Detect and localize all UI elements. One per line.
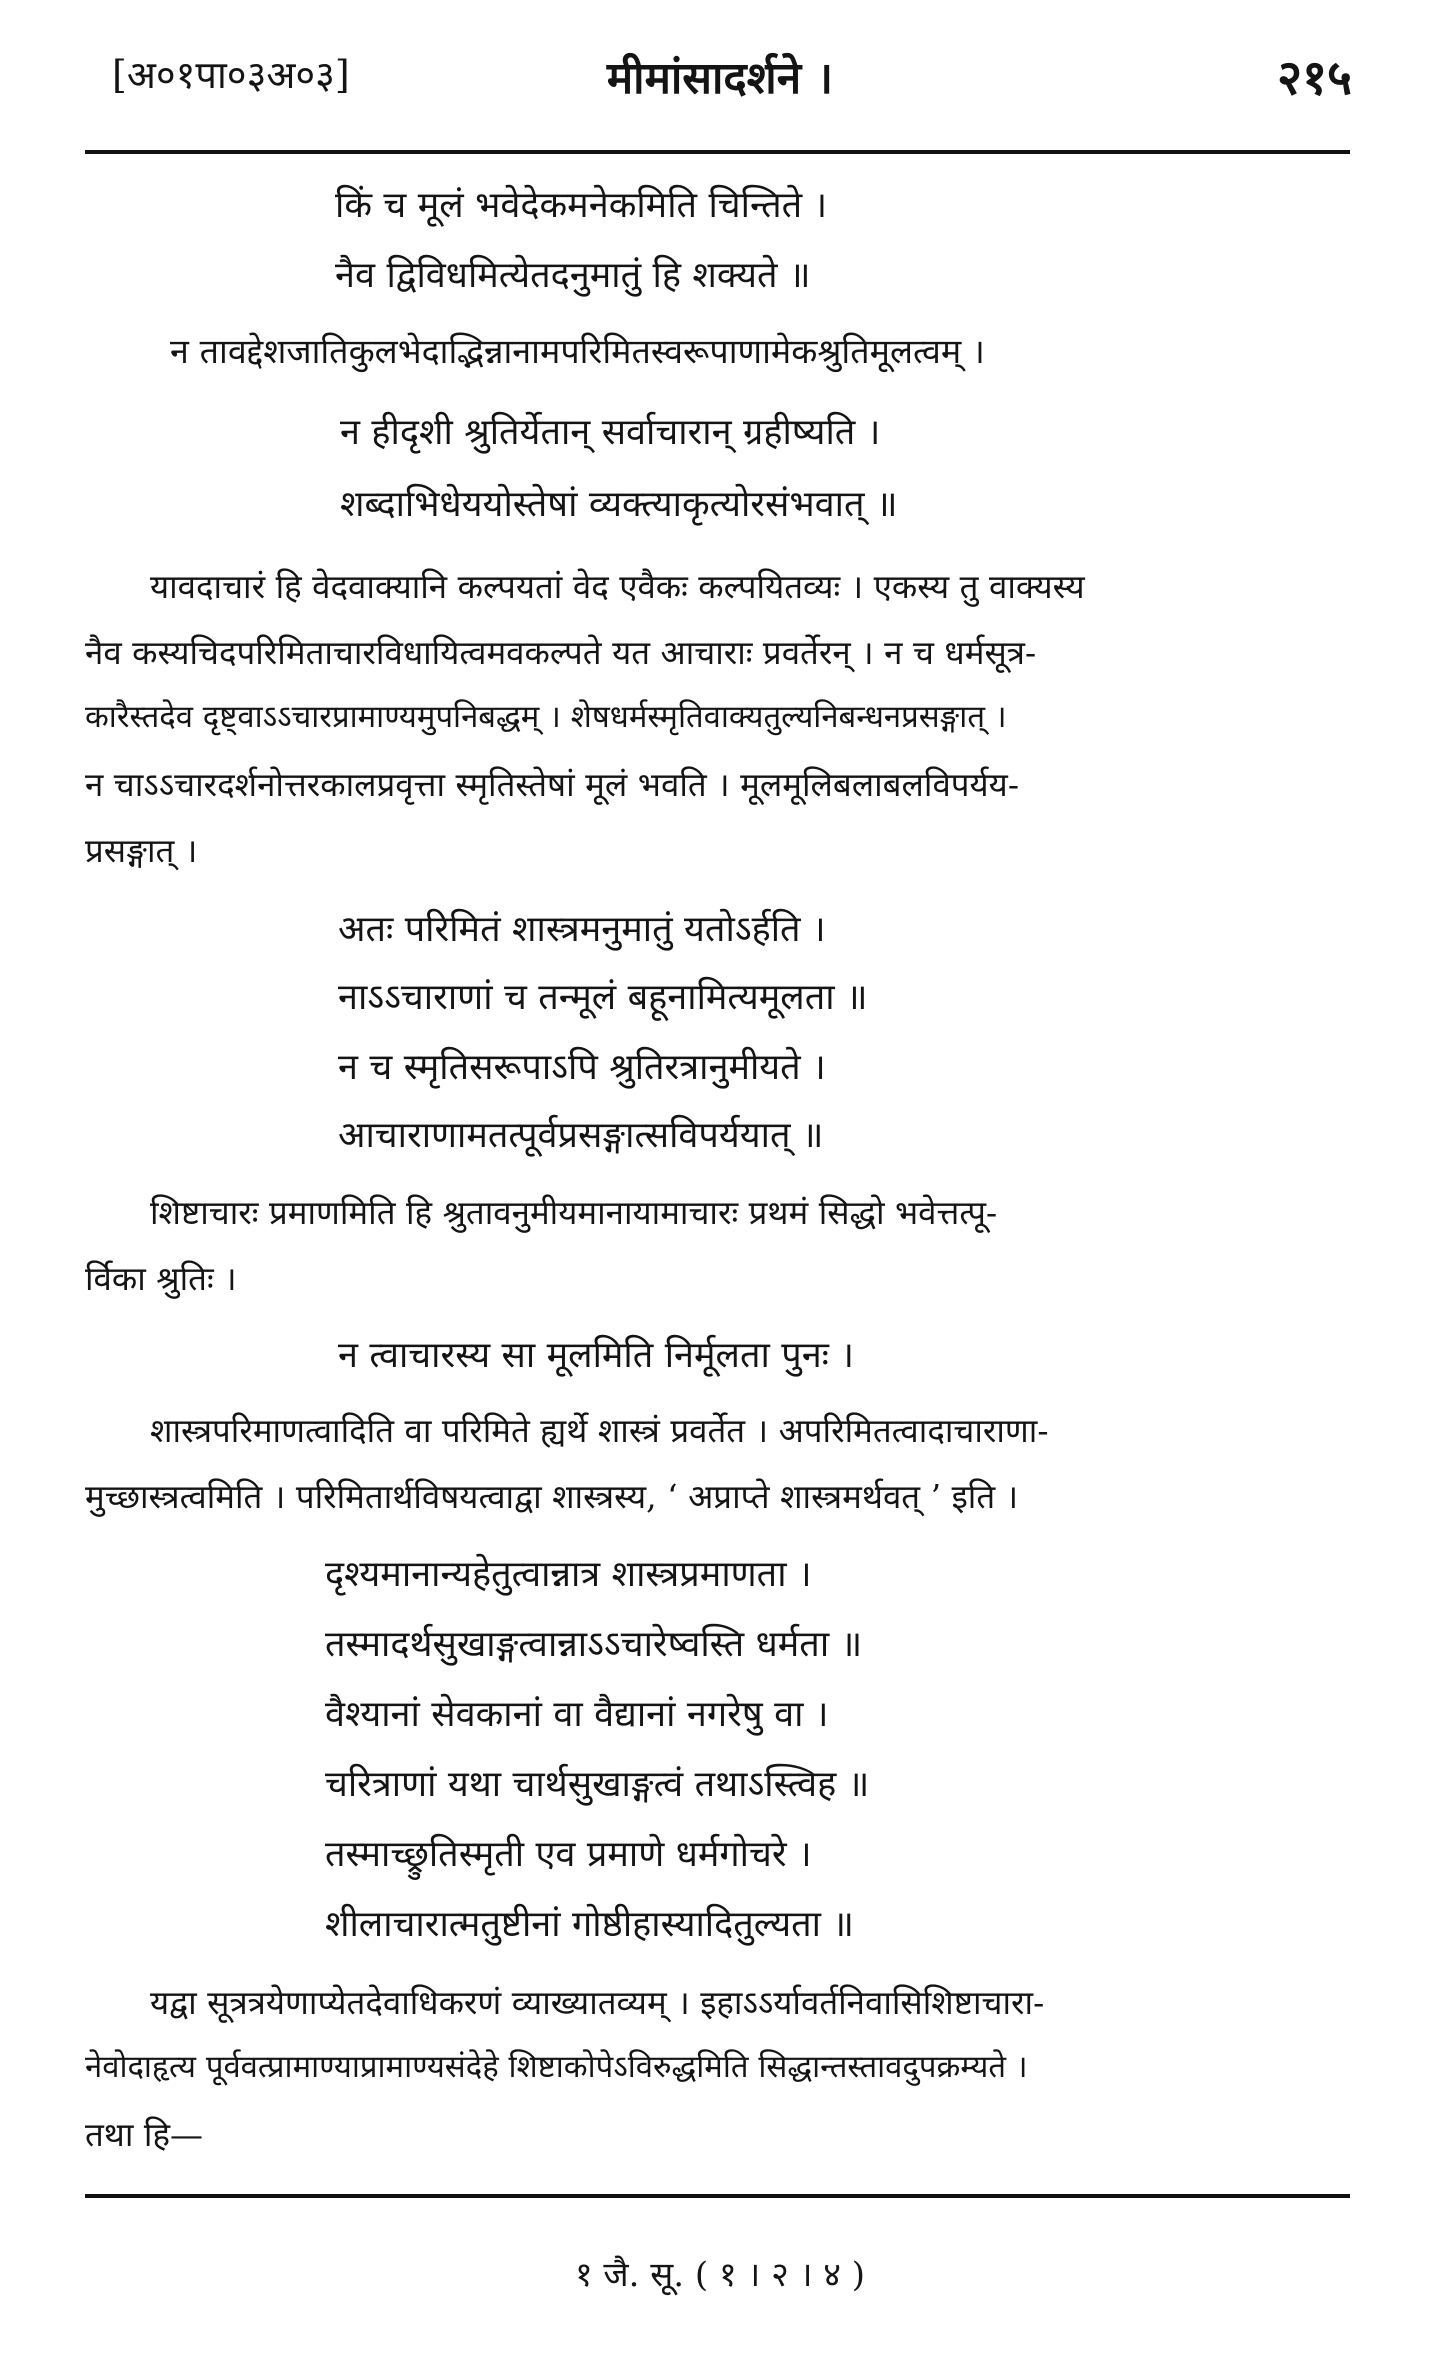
verse-line: न हीदृशी श्रुतिर्येतान् सर्वाचारान् ग्रहीष्यति ।: [340, 412, 881, 453]
prose-line: यद्वा सूत्रत्रयेणाप्येतदेवाधिकरणं व्याख्यातव्यम् । इहाऽऽर्यावर्तनिवासिशिष्टाचारा-: [150, 1983, 1045, 2022]
prose-line: यावदाचारं हि वेदवाक्यानि कल्पयतां वेद एवैकः कल्पयितव्यः । एकस्य तु वाक्यस्य: [150, 567, 1085, 606]
running-header: [0, 40, 1440, 120]
page-number: २१५: [1277, 50, 1352, 106]
verse-line: अतः परिमितं शास्त्रमनुमातुं यतोऽर्हति ।: [338, 909, 826, 950]
prose-line: तथा हि—: [85, 2115, 204, 2154]
verse-line: चरित्राणां यथा चार्थसुखाङ्गत्वं तथाऽस्त्विह ॥: [325, 1764, 870, 1805]
prose-line: नेवोदाहृत्य पूर्ववत्प्रामाण्याप्रामाण्यसंदेहे शिष्टाकोपेऽविरुद्धमिति सिद्धान्तस्तावदुपक्रम्यते ।: [85, 2049, 1028, 2085]
footnote-rule: [85, 2194, 1350, 2198]
verse-line: शब्दाभिधेययोस्तेषां व्यक्त्याकृत्योरसंभवात् ॥: [340, 484, 898, 525]
verse-line: न तावद्देशजातिकुलभेदाद्भिन्नानामपरिमितस्वरूपाणामेकश्रुतिमूलत्वम् ।: [170, 332, 985, 372]
verse-line: आचाराणामतत्पूर्वप्रसङ्गात्सविपर्ययात् ॥: [338, 1115, 824, 1156]
prose-line: मुच्छास्त्रत्वमिति । परिमितार्थविषयत्वाद्वा शास्त्रस्य, ‘ अप्राप्ते शास्त्रमर्थवत् ’ इति ।: [85, 1477, 1019, 1516]
prose-line: नैव कस्यचिदपरिमिताचारविधायित्वमवकल्पते यत आचाराः प्रवर्तेरन् । न च धर्मसूत्र-: [85, 633, 1037, 672]
header-rule: [85, 150, 1350, 154]
page-title: मीमांसादर्शने ।: [606, 53, 834, 104]
prose-line: न चाऽऽचारदर्शनोत्तरकालप्रवृत्ता स्मृतिस्तेषां मूलं भवति । मूलमूलिबलाबलविपर्यय-: [85, 765, 1019, 804]
verse-line: दृश्यमानान्यहेतुत्वान्नात्र शास्त्रप्रमाणता ।: [325, 1554, 812, 1595]
section-reference: [अ०१पा०३अ०३]: [112, 53, 350, 97]
verse-line: किं च मूलं भवेदेकमनेकमिति चिन्तिते ।: [335, 185, 828, 226]
footnote: १ जै. सू. ( १ । २ । ४ ): [574, 2255, 866, 2295]
verse-line: नैव द्विविधमित्येतदनुमातुं हि शक्यते ॥: [335, 255, 811, 296]
prose-line: कारैस्तदेव दृष्ट्वाऽऽचारप्रामाण्यमुपनिबद्धम् । शेषधर्मस्मृतिवाक्यतुल्यनिबन्धनप्रसङ्गात् ।: [85, 699, 1007, 735]
verse-line: नाऽऽचाराणां च तन्मूलं बहूनामित्यमूलता ॥: [338, 977, 868, 1018]
verse-line: तस्माच्छ्रुतिस्मृती एव प्रमाणे धर्मगोचरे ।: [325, 1834, 812, 1875]
verse-line: न च स्मृतिसरूपाऽपि श्रुतिरत्रानुमीयते ।: [338, 1047, 826, 1088]
prose-line: शास्त्रपरिमाणत्वादिति वा परिमिते ह्यर्थे शास्त्रं प्रवर्तेत । अपरिमितत्वादाचाराणा-: [150, 1411, 1049, 1450]
verse-line: वैश्यानां सेवकानां वा वैद्यानां नगरेषु वा ।: [325, 1694, 829, 1735]
verse-line: तस्मादर्थसुखाङ्गत्वान्नाऽऽचारेष्वस्ति धर्मता ॥: [325, 1624, 863, 1665]
prose-line: र्विका श्रुतिः ।: [85, 1259, 237, 1298]
verse-line: न त्वाचारस्य सा मूलमिति निर्मूलता पुनः ।: [338, 1335, 855, 1376]
verse-line: शीलाचारात्मतुष्टीनां गोष्ठीहास्यादितुल्यता ॥: [325, 1904, 854, 1945]
prose-line: शिष्टाचारः प्रमाणमिति हि श्रुतावनुमीयमानायामाचारः प्रथमं सिद्धो भवेत्तत्पू-: [150, 1193, 998, 1232]
prose-line: प्रसङ्गात् ।: [85, 831, 198, 870]
